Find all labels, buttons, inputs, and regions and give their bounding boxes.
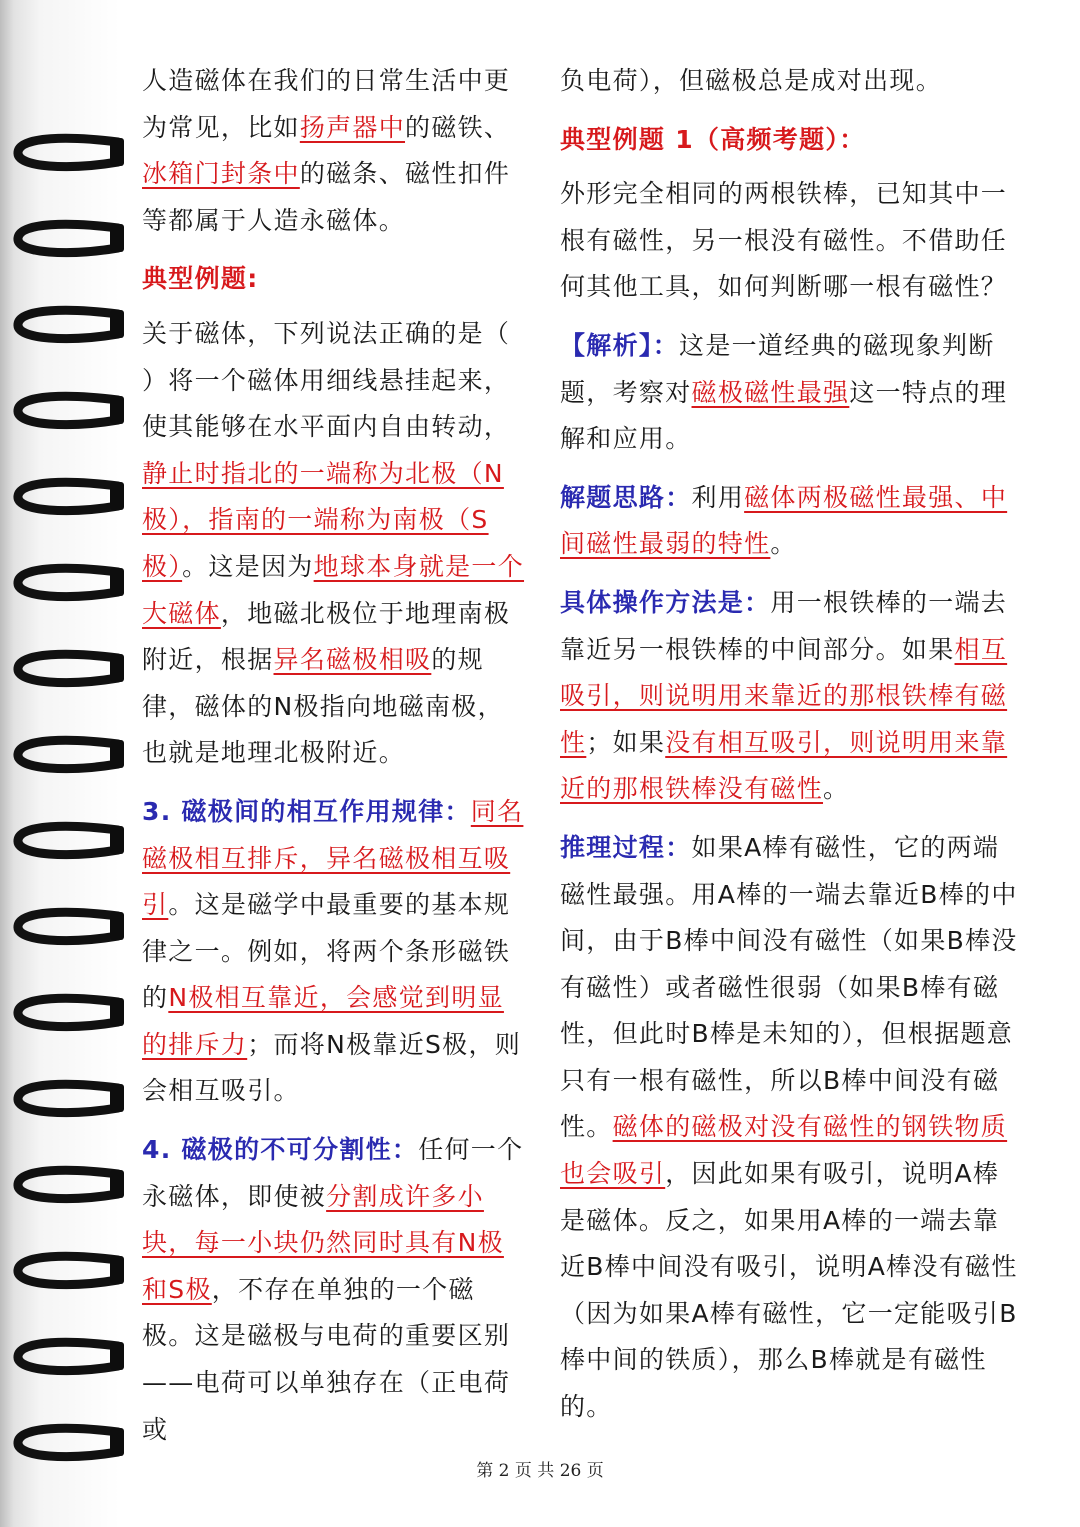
analysis-label: 【解析】： [560, 330, 680, 360]
right-column [560, 58, 1020, 1431]
page-footer: 第 2 页 共 26 页 [476, 1461, 604, 1481]
binding-coil [18, 1170, 124, 1199]
binding-coil [18, 224, 124, 253]
section-4: 4. 磁极的不可分割性：任何一个永磁体，即使被分割成许多小块，每一小块仍然同时具有N极和S极，不存在单独的一个磁极。这是磁极与电荷的重要区别——电荷可以单独存在（正电荷或 [142, 1135, 524, 1444]
example-heading: 典型例题: [142, 264, 259, 294]
paragraph-continued: 负电荷），但磁极总是成对出现。 [560, 66, 943, 95]
binding-coil [18, 310, 124, 339]
binding-coil [18, 568, 124, 597]
binding-coil [18, 998, 124, 1027]
section-3-heading: 3. 磁极间的相互作用规律： [142, 796, 471, 826]
binding-coil [18, 396, 124, 425]
binding-coil [18, 1084, 124, 1113]
method: 具体操作方法是：用一根铁棒的一端去靠近另一根铁棒的中间部分。如果相互吸引，则说明用来靠近的那根铁棒有磁性；如果没有相互吸引，则说明用来靠近的那根铁棒没有磁性。 [560, 587, 1008, 804]
left-column [142, 58, 526, 1453]
binding-coil [18, 138, 124, 167]
solution-idea: 解题思路：利用磁体两极磁性最强、中间磁性最弱的特性。 [560, 482, 1008, 559]
binding-coil [18, 654, 124, 683]
binding-coil [18, 912, 124, 941]
spiral-binding-icon [0, 0, 140, 1527]
section-3: 3. 磁极间的相互作用规律：同名磁极相互排斥，异名磁极相互吸引。这是磁学中最重要的基本规律之一。例如，将两个条形磁铁的N极相互靠近，会感觉到明显的排斥力；而将N极靠近S极，则会相互吸引。 [142, 796, 524, 1106]
solution-idea-label: 解题思路： [560, 482, 692, 512]
binding-coil [18, 1256, 124, 1285]
section-4-heading: 4. 磁极的不可分割性： [142, 1135, 419, 1165]
binding-coil [18, 826, 124, 855]
example-1-heading: 典型例题 1（高频考题）： [560, 124, 866, 154]
method-label: 具体操作方法是： [560, 587, 771, 617]
question-text: 外形完全相同的两根铁棒，已知其中一根有磁性，另一根没有磁性。不借助任何其他工具，如何判断哪一根有磁性？ [560, 179, 1008, 302]
paragraph-artificial-magnets: 人造磁体在我们的日常生活中更为常见，比如扬声器中的磁铁、冰箱门封条中的磁条、磁性扣件等都属于人造永磁体。 [142, 66, 511, 235]
binding-coil [18, 1342, 124, 1371]
binding-coil [18, 740, 124, 769]
reasoning-label: 推理过程： [560, 832, 692, 862]
binding-coil [18, 1428, 124, 1457]
paragraph-example: 关于磁体，下列说法正确的是（ ）将一个磁体用细线悬挂起来，使其能够在水平面内自由转动，静止时指北的一端称为北极（N极），指南的一端称为南极（S极）。这是因为地球本身就是一个大磁体，地磁北极位于地理南极附近，根据异名磁极相吸的规律，磁体的N极指向地磁南极，也就是地理北极附近。 [142, 318, 525, 768]
analysis: 【解析】：这是一道经典的磁现象判断题，考察对磁极磁性最强这一特点的理解和应用。 [560, 330, 1008, 454]
spiral-binding [0, 0, 140, 1527]
binding-coil [18, 482, 124, 511]
reasoning: 推理过程：如果A棒有磁性，它的两端磁性最强。用A棒的一端去靠近B棒的中间，由于B棒中间没有磁性（如果B棒没有磁性）或者磁性很弱（如果B棒有磁性，但此时B棒是未知的），但根据题意只有一根有磁性，所以B棒中间没有磁性。磁体的磁极对没有磁性的钢铁物质也会吸引，因此如果有吸引，说明A棒是磁体。反之，如果用A棒的一端去靠近B棒中间没有吸引，说明A棒没有磁性（因为如果A棒有磁性，它一定能吸引B棒中间的铁质），那么B棒就是有磁性的。 [560, 832, 1018, 1422]
